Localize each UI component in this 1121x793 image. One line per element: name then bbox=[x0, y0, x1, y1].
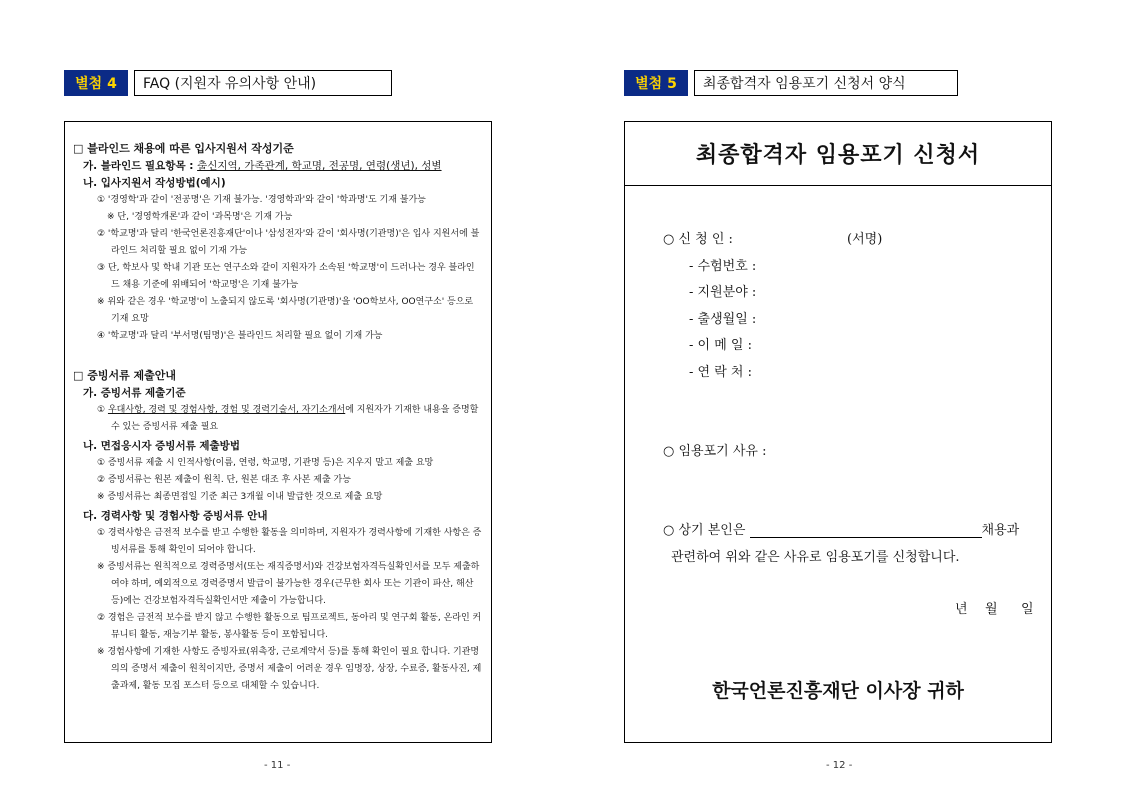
list-item: ※ 증빙서류는 원칙적으로 경력증명서(또는 재직증명서)와 건강보험자격득실확인서를 모두 제출하여야 하며, 예외적으로 경력증명서 발급이 불가능한 경우(근무한 회사 또는 기관이 파산, 해산 등)에는 건강보험자격득실확인서만 제출이 가능합니다. bbox=[97, 562, 480, 606]
signature-blank bbox=[750, 523, 982, 538]
list-item: ※ 위와 같은 경우 '학교명'이 노출되지 않도록 '회사명(기관명)'을 'OO학보사, OO연구소' 등으로 기재 요망 bbox=[97, 297, 474, 324]
subsection-title: 다. 경력사항 및 경험사항 증빙서류 안내 bbox=[83, 510, 268, 522]
subsection-title: 나. 입사지원서 작성방법(예시) bbox=[83, 177, 226, 189]
contact-field: - 연 락 처 : bbox=[689, 365, 752, 380]
list-item: ② 경험은 금전적 보수를 받지 않고 수행한 활동으로 팀프로젝트, 동아리 및 연구회 활동, 온라인 커뮤니티 활동, 재능기부 활동, 봉사활동 등이 포함됩니다. bbox=[97, 613, 482, 640]
list-item: ※ 증빙서류는 최종면접일 기준 최근 3개월 이내 발급한 것으로 제출 요망 bbox=[97, 492, 383, 502]
list-item: ① '경영학'과 같이 '전공명'은 기재 불가능. '경영학과'와 같이 '학과명'도 기재 불가능 bbox=[97, 195, 426, 205]
list-item: ③ 단, 학보사 및 학내 기관 또는 연구소와 같이 지원자가 소속된 '학교명'이 드러나는 경우 블라인드 채용 기준에 위배되어 '학교명'은 기재 불가능 bbox=[97, 263, 475, 290]
list-item: ※ 단, '경영학개론'과 같이 '과목명'은 기재 가능 bbox=[107, 212, 293, 222]
section-title: □ 증빙서류 제출안내 bbox=[73, 369, 177, 382]
birth-date-field: - 출생월일 : bbox=[689, 312, 757, 327]
list-item: ① 경력사항은 금전적 보수를 받고 수행한 활동을 의미하며, 지원자가 경력사항에 기재한 사항은 증빙서류를 통해 확인이 되어야 합니다. bbox=[97, 528, 482, 555]
page-number: - 11 - bbox=[264, 760, 291, 771]
blind-items: 출신지역, 가족관계, 학교명, 전공명, 연령(생년), 성별 bbox=[197, 160, 442, 172]
list-item: ① 우대사항, 경력 및 경험사항, 경험 및 경력기술서, 자기소개서에 지원자가 기재한 내용을 증명할 수 있는 증빙서류 제출 필요 bbox=[97, 405, 479, 432]
statement-line-2: 관련하여 위와 같은 사유로 임용포기를 신청합니다. bbox=[671, 550, 960, 565]
subsection-title: 나. 면접응시자 증빙서류 제출방법 bbox=[83, 440, 240, 452]
date-month: 월 bbox=[985, 602, 998, 617]
faq-box bbox=[64, 121, 492, 743]
attachment-number: 별첨 4 bbox=[64, 70, 128, 96]
date-day: 일 bbox=[1021, 602, 1034, 617]
date-year: 년 bbox=[955, 602, 968, 617]
recipient: 한국언론진흥재단 이사장 귀하 bbox=[712, 680, 964, 702]
apply-field: - 지원분야 : bbox=[689, 285, 757, 300]
email-field: - 이 메 일 : bbox=[689, 338, 752, 353]
attachment-5-tag bbox=[624, 70, 958, 96]
attachment-title: 최종합격자 임용포기 신청서 양식 bbox=[694, 70, 958, 96]
statement-line-1: ○ 상기 본인은 채용과 bbox=[663, 523, 1020, 538]
label: 가. 블라인드 필요항목 : bbox=[83, 160, 198, 172]
subsection-title: 가. 증빙서류 제출기준 bbox=[83, 387, 186, 399]
form-title: 최종합격자 임용포기 신청서 bbox=[625, 122, 1051, 186]
list-item: ① 증빙서류 제출 시 인적사항(이름, 연령, 학교명, 기관명 등)은 지우지 말고 제출 요망 bbox=[97, 458, 434, 468]
exam-number-field: - 수험번호 : bbox=[689, 259, 757, 274]
section-title: □ 블라인드 채용에 따른 입사지원서 작성기준 bbox=[73, 142, 294, 155]
resignation-form bbox=[624, 121, 1052, 743]
attachment-title: FAQ (지원자 유의사항 안내) bbox=[134, 70, 392, 96]
applicant-label: ○ 신 청 인 : bbox=[663, 232, 733, 247]
list-item: ② 증빙서류는 원본 제출이 원칙. 단, 원본 대조 후 사본 제출 가능 bbox=[97, 475, 351, 485]
subsection-title bbox=[83, 158, 483, 173]
list-item: ※ 경험사항에 기재한 사항도 증빙자료(위촉장, 근로계약서 등)를 통해 확인이 필요 합니다. 기관명의의 증명서 제출이 원칙이지만, 증명서 제출이 어려운 경우 임명장, 상장, 수료증, 활동사진, 제출과제, 활동 모집 포스터 등으로 대체할 수 있습니다. bbox=[97, 647, 482, 691]
attachment-4-tag bbox=[64, 70, 392, 96]
list-item: ② '학교명'과 달리 '한국언론진흥재단'이나 '삼성전자'와 같이 '회사명(기관명)'은 입사 지원서에 블라인드 처리할 필요 없이 기재 가능 bbox=[97, 229, 480, 256]
signature-label: (서명) bbox=[847, 232, 883, 247]
page-number: - 12 - bbox=[826, 760, 853, 771]
reason-label: ○ 임용포기 사유 : bbox=[663, 444, 767, 459]
attachment-number: 별첨 5 bbox=[624, 70, 688, 96]
list-item: ④ '학교명'과 달리 '부서명(팀명)'은 블라인드 처리할 필요 없이 기재 가능 bbox=[97, 331, 383, 341]
